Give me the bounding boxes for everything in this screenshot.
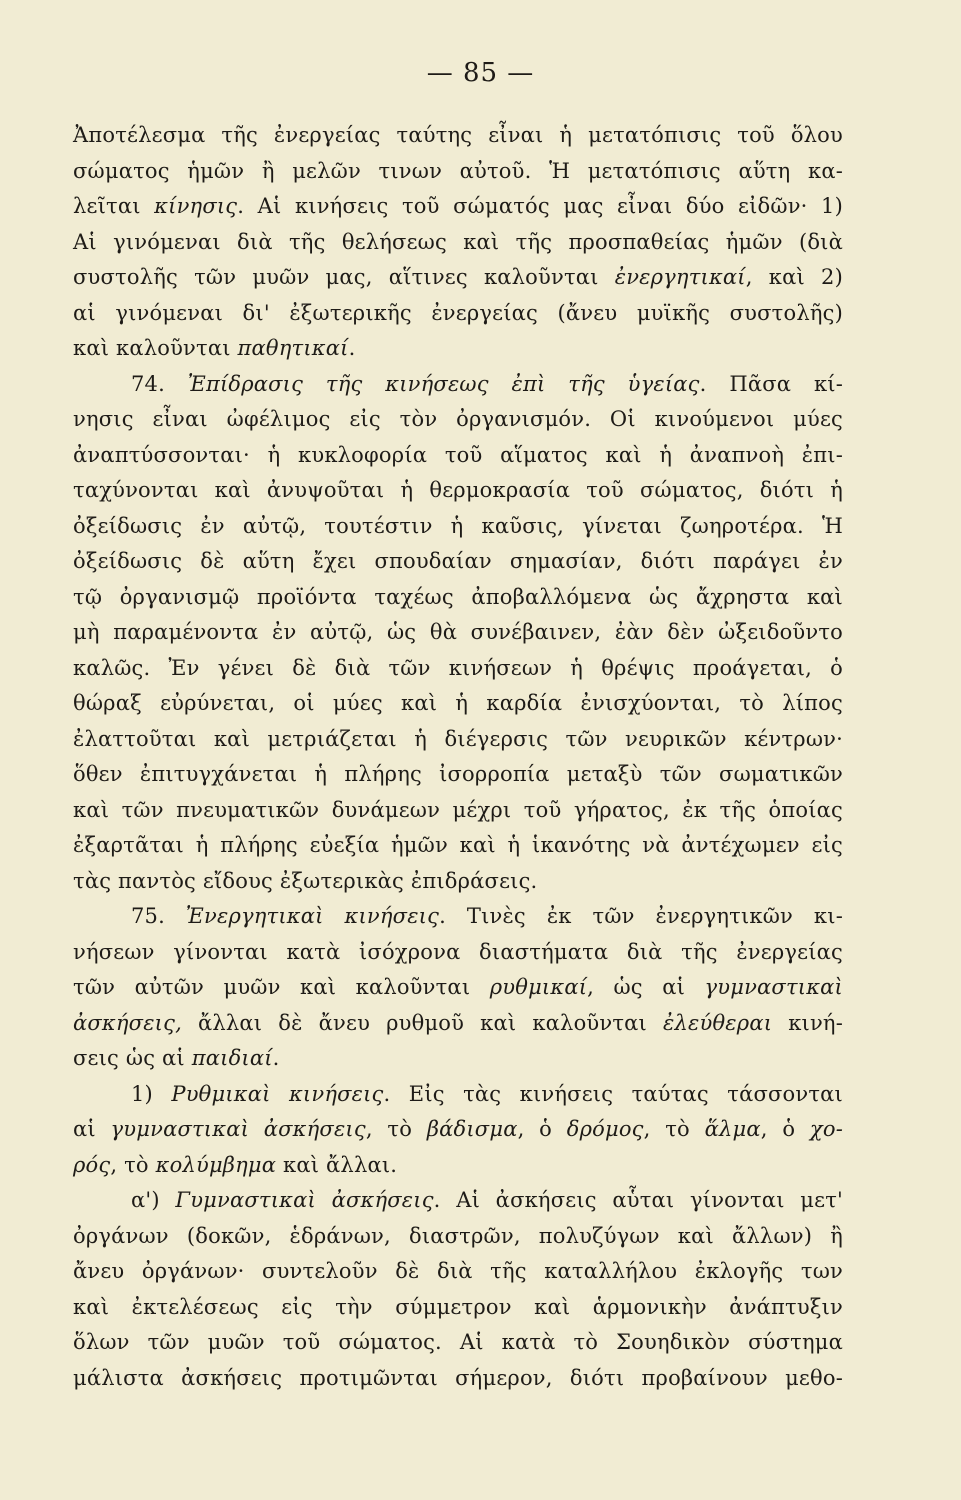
text-line: καλῶς. Ἐν γένει δὲ διὰ τῶν κινήσεων ἡ θρέψις προάγεται, ὁ [73, 655, 843, 680]
text-line: ἀναπτύσσονται· ἡ κυκλοφορία τοῦ αἵματος καὶ ἡ ἀναπνοὴ ἐπι- [73, 442, 843, 467]
text-line: ὀξείδωσις ἐν αὐτῷ, τουτέστιν ἡ καῦσις, γίνεται ζωηροτέρα. Ἡ [73, 513, 843, 538]
text-line: ὀξείδωσις δὲ αὕτη ἔχει σπουδαίαν σημασίαν, διότι παράγει ἐν [73, 549, 843, 573]
text-line: νησις εἶναι ὠφέλιμος εἰς τὸν ὀργανισμόν. Οἱ κινούμενοι μύες [73, 407, 843, 431]
text-line: λεῖται κίνησις. Αἱ κινήσεις τοῦ σώματός μας εἶναι δύο εἰδῶν· 1) [73, 194, 843, 218]
text-line: ἐλαττοῦται καὶ μετριάζεται ἡ διέγερσις τῶν νευρικῶν κέντρων· [73, 726, 843, 751]
text-line: α') Γυμναστικαὶ ἀσκήσεις. Αἱ ἀσκήσεις αὗται γίνονται μετ' [131, 1188, 844, 1212]
text-line: θώραξ εὐρύνεται, οἱ μύες καὶ ἡ καρδία ἐνισχύονται, τὸ λίπος [73, 691, 843, 715]
text-line: καὶ καλοῦνται παθητικαί. [73, 336, 356, 360]
text-line: αἱ γινόμεναι δι' ἐξωτερικῆς ἐνεργείας (ἄνευ μυϊκῆς συστολῆς) [73, 300, 843, 325]
page-number: — 85 — [426, 58, 535, 88]
text-line: ὅθεν ἐπιτυγχάνεται ἡ πλήρης ἰσορροπία μεταξὺ τῶν σωματικῶν [73, 762, 843, 786]
text-line: σώματος ἡμῶν ἢ μελῶν τινων αὐτοῦ. Ἡ μετατόπισις αὕτη κα- [73, 158, 843, 183]
text-line: ἄνευ ὀργάνων· συντελοῦν δὲ διὰ τῆς καταλλήλου ἐκλογῆς των [73, 1259, 843, 1283]
text-line: ὀργάνων (δοκῶν, ἑδράνων, διαστρῶν, πολυζύγων καὶ ἄλλων) ἢ [73, 1223, 843, 1248]
text-line: ἐξαρτᾶται ἡ πλήρης εὐεξία ἡμῶν καὶ ἡ ἱκανότης νὰ ἀντέχωμεν εἰς [73, 833, 843, 857]
text-line: 1) Ρυθμικαὶ κινήσεις. Εἰς τὰς κινήσεις ταύτας τάσσονται [131, 1081, 843, 1106]
text-line: τὰς παντὸς εἴδους ἐξωτερικὰς ἐπιδράσεις. [73, 868, 538, 893]
text-line: νήσεων γίνονται κατὰ ἰσόχρονα διαστήματα διὰ τῆς ἐνεργείας [73, 939, 843, 964]
body-text [73, 118, 843, 1396]
text-line: τῷ ὀργανισμῷ προϊόντα ταχέως ἀποβαλλόμενα ὡς ἄχρηστα καὶ [73, 584, 843, 609]
text-line: σεις ὡς αἱ παιδιαί. [73, 1046, 280, 1070]
text-line: συστολῆς τῶν μυῶν μας, αἵτινες καλοῦνται ἐνεργητικαί, καὶ 2) [73, 265, 843, 289]
text-line: 75. Ἐνεργητικαὶ κινήσεις. Τινὲς ἐκ τῶν ἐνεργητικῶν κι- [131, 904, 843, 928]
text-line: ταχύνονται καὶ ἀνυψοῦται ἡ θερμοκρασία τοῦ σώματος, διότι ἡ [73, 478, 843, 502]
text-line: τῶν αὐτῶν μυῶν καὶ καλοῦνται ρυθμικαί, ὡς αἱ γυμναστικαὶ [73, 975, 843, 999]
text-line: ρός, τὸ κολύμβημα καὶ ἄλλαι. [73, 1152, 398, 1177]
text-line: Αἱ γινόμεναι διὰ τῆς θελήσεως καὶ τῆς προσπαθείας ἡμῶν (διὰ [73, 229, 843, 254]
text-line: ἀσκήσεις, ἄλλαι δὲ ἄνευ ρυθμοῦ καὶ καλοῦνται ἐλεύθεραι κινή- [73, 1010, 843, 1035]
text-line: μάλιστα ἀσκήσεις προτιμῶνται σήμερον, διότι προβαίνουν μεθο- [73, 1365, 843, 1390]
text-line: καὶ ἐκτελέσεως εἰς τὴν σύμμετρον καὶ ἁρμονικὴν ἀνάπτυξιν [73, 1294, 843, 1319]
text-line: Ἀποτέλεσμα τῆς ἐνεργείας ταύτης εἶναι ἡ μετατόπισις τοῦ ὅλου [73, 123, 843, 147]
text-line: 74. Ἐπίδρασις τῆς κινήσεως ἐπὶ τῆς ὑγείας. Πᾶσα κί- [131, 371, 844, 396]
text-line: ὅλων τῶν μυῶν τοῦ σώματος. Αἱ κατὰ τὸ Σουηδικὸν σύστημα [73, 1330, 843, 1354]
text-line: καὶ τῶν πνευματικῶν δυνάμεων μέχρι τοῦ γήρατος, ἐκ τῆς ὁποίας [73, 797, 843, 822]
text-line: μὴ παραμένοντα ἐν αὐτῷ, ὡς θὰ συνέβαινεν, ἐὰν δὲν ὠξειδοῦντο [73, 620, 843, 644]
text-line: αἱ γυμναστικαὶ ἀσκήσεις, τὸ βάδισμα, ὁ δρόμος, τὸ ἅλμα, ὁ χο- [73, 1117, 843, 1141]
